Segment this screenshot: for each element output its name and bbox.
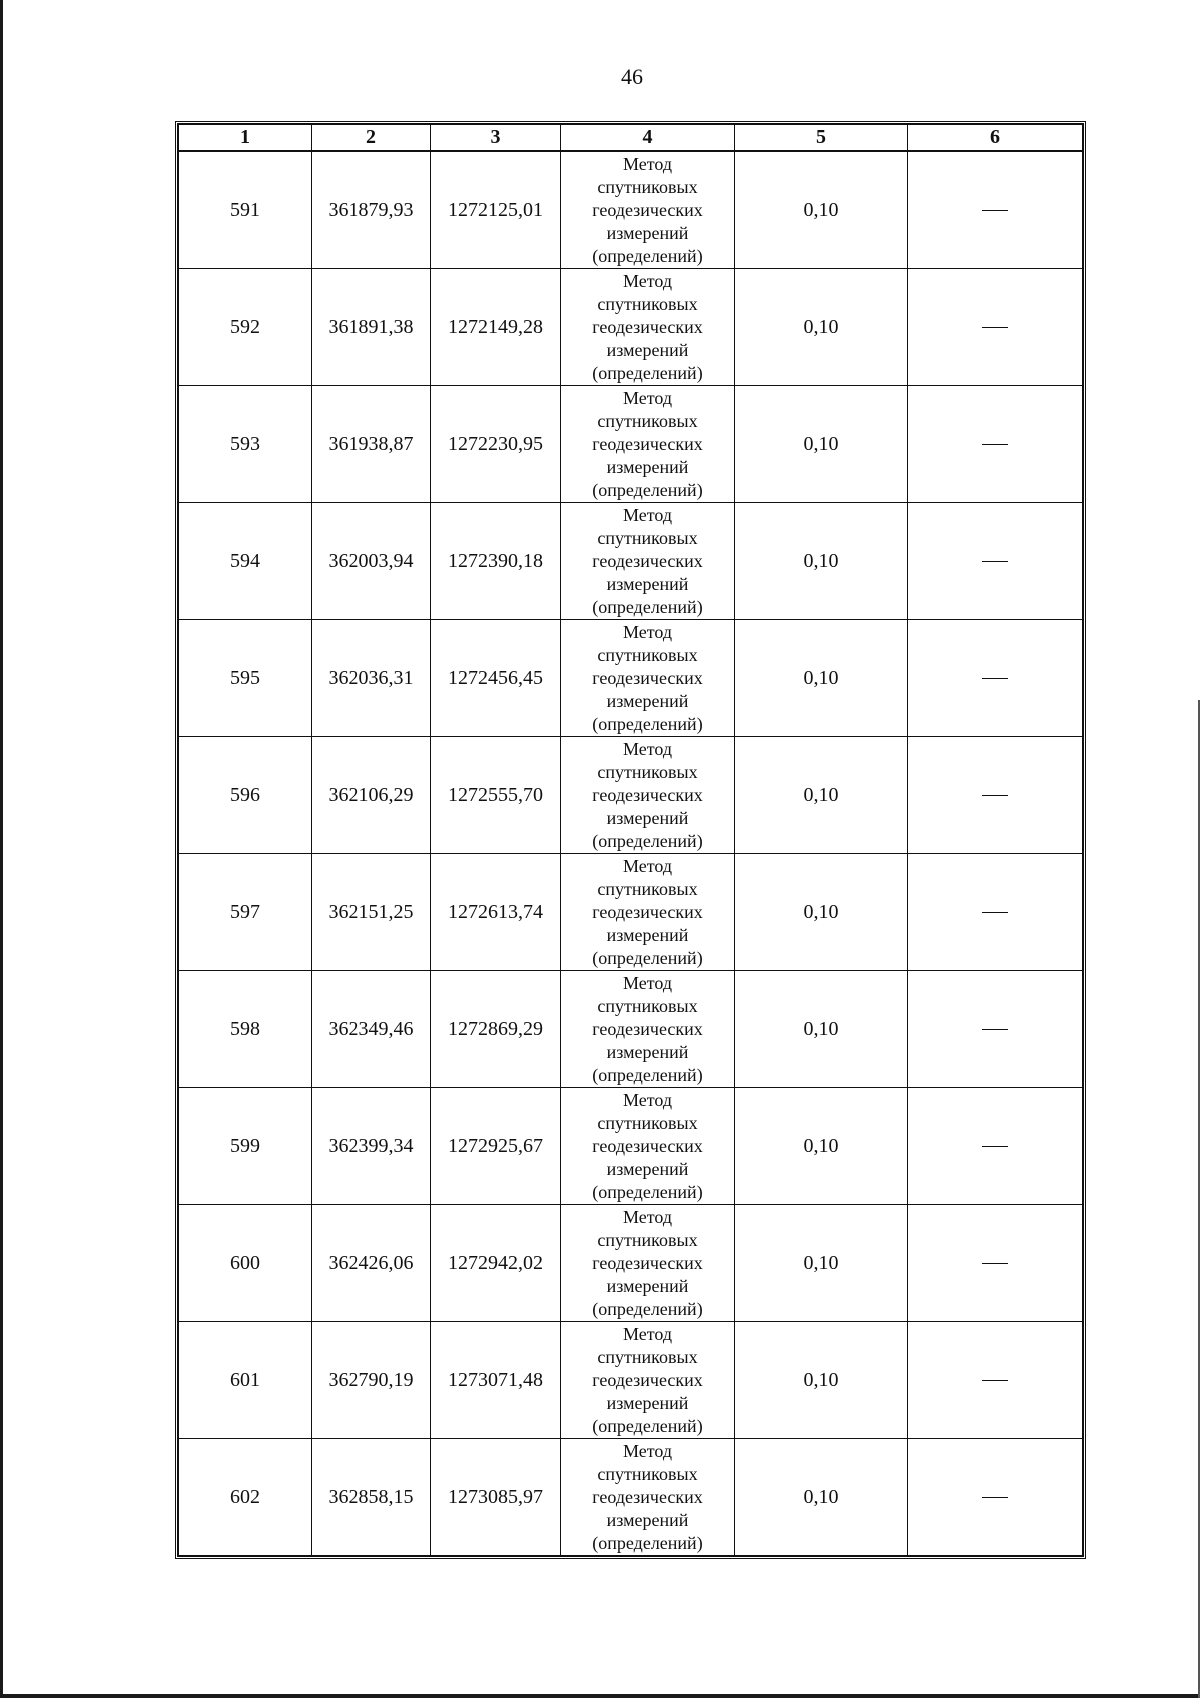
scan-border-left bbox=[0, 0, 3, 1698]
em-dash-mark bbox=[982, 561, 1008, 562]
x-coordinate-cell: 362151,25 bbox=[312, 854, 431, 971]
method-text-line: измерений bbox=[606, 456, 689, 477]
method-text-line: геодезических bbox=[592, 784, 703, 805]
note-cell bbox=[908, 503, 1083, 620]
em-dash-mark bbox=[982, 1380, 1008, 1381]
method-text-line: геодезических bbox=[592, 550, 703, 571]
table-row bbox=[179, 269, 1083, 386]
note-text bbox=[1008, 1018, 1009, 1019]
table-row bbox=[179, 151, 1083, 269]
table-row bbox=[179, 737, 1083, 854]
x-coordinate-cell: 362106,29 bbox=[312, 737, 431, 854]
note-text bbox=[1008, 667, 1009, 668]
method-text-line: (определений) bbox=[592, 596, 703, 617]
method-text-line: геодезических bbox=[592, 199, 703, 220]
table-row bbox=[179, 854, 1083, 971]
method-text-line: измерений bbox=[606, 339, 689, 360]
note-cell bbox=[908, 620, 1083, 737]
method-text-line: спутниковых bbox=[597, 176, 698, 197]
accuracy-cell: 0,10 bbox=[735, 971, 908, 1088]
method-cell bbox=[561, 854, 735, 971]
method-text-line: Метод bbox=[622, 1089, 673, 1110]
x-coordinate-cell: 361938,87 bbox=[312, 386, 431, 503]
x-coordinate-cell: 362790,19 bbox=[312, 1322, 431, 1439]
method-text-line: Метод bbox=[622, 153, 673, 174]
method-text-line: (определений) bbox=[592, 479, 703, 500]
table-row bbox=[179, 971, 1083, 1088]
note-cell bbox=[908, 737, 1083, 854]
x-coordinate-cell: 362003,94 bbox=[312, 503, 431, 620]
x-coordinate-cell: 362036,31 bbox=[312, 620, 431, 737]
method-text-line: геодезических bbox=[592, 1135, 703, 1156]
point-number-cell: 602 bbox=[179, 1439, 312, 1556]
em-dash-mark bbox=[982, 444, 1008, 445]
method-text-line: Метод bbox=[622, 738, 673, 759]
method-text-line: геодезических bbox=[592, 316, 703, 337]
x-coordinate-cell: 361891,38 bbox=[312, 269, 431, 386]
method-text-line: спутниковых bbox=[597, 293, 698, 314]
em-dash-mark bbox=[982, 912, 1008, 913]
table-body bbox=[179, 151, 1083, 1556]
point-number-cell: 593 bbox=[179, 386, 312, 503]
y-coordinate-cell: 1272390,18 bbox=[431, 503, 561, 620]
method-text-line: измерений bbox=[606, 807, 689, 828]
accuracy-cell: 0,10 bbox=[735, 269, 908, 386]
table-row bbox=[179, 1088, 1083, 1205]
point-number-cell: 592 bbox=[179, 269, 312, 386]
method-text-line: спутниковых bbox=[597, 995, 698, 1016]
x-coordinate-cell: 362349,46 bbox=[312, 971, 431, 1088]
method-text-line: спутниковых bbox=[597, 1346, 698, 1367]
y-coordinate-cell: 1272613,74 bbox=[431, 854, 561, 971]
method-text-line: Метод bbox=[622, 855, 673, 876]
method-cell bbox=[561, 1205, 735, 1322]
point-number-cell: 595 bbox=[179, 620, 312, 737]
note-text bbox=[1008, 433, 1009, 434]
note-cell bbox=[908, 386, 1083, 503]
accuracy-cell: 0,10 bbox=[735, 1439, 908, 1556]
accuracy-cell: 0,10 bbox=[735, 1322, 908, 1439]
note-text bbox=[1008, 784, 1009, 785]
em-dash-mark bbox=[982, 795, 1008, 796]
method-text-line: спутниковых bbox=[597, 1112, 698, 1133]
method-cell bbox=[561, 1322, 735, 1439]
method-text-line: спутниковых bbox=[597, 761, 698, 782]
x-coordinate-cell: 362399,34 bbox=[312, 1088, 431, 1205]
table-header-row bbox=[179, 125, 1083, 152]
method-text-line: спутниковых bbox=[597, 1229, 698, 1250]
method-text-line: спутниковых bbox=[597, 1463, 698, 1484]
point-number-cell: 598 bbox=[179, 971, 312, 1088]
method-text-line: измерений bbox=[606, 1158, 689, 1179]
method-cell bbox=[561, 503, 735, 620]
note-cell bbox=[908, 1205, 1083, 1322]
accuracy-cell: 0,10 bbox=[735, 151, 908, 269]
column-header-4: 4 bbox=[561, 125, 735, 152]
note-cell bbox=[908, 854, 1083, 971]
point-number-cell: 596 bbox=[179, 737, 312, 854]
em-dash-mark bbox=[982, 1263, 1008, 1264]
method-text-line: Метод bbox=[622, 1323, 673, 1344]
method-text-line: (определений) bbox=[592, 362, 703, 383]
em-dash-mark bbox=[982, 1029, 1008, 1030]
method-text-line: Метод bbox=[622, 1206, 673, 1227]
point-number-cell: 594 bbox=[179, 503, 312, 620]
table-row bbox=[179, 1205, 1083, 1322]
accuracy-cell: 0,10 bbox=[735, 1205, 908, 1322]
method-text-line: геодезических bbox=[592, 433, 703, 454]
note-cell bbox=[908, 1439, 1083, 1556]
y-coordinate-cell: 1272942,02 bbox=[431, 1205, 561, 1322]
table-row bbox=[179, 1322, 1083, 1439]
method-text-line: Метод bbox=[622, 270, 673, 291]
method-text-line: спутниковых bbox=[597, 644, 698, 665]
note-text bbox=[1008, 901, 1009, 902]
point-number-cell: 597 bbox=[179, 854, 312, 971]
method-text-line: (определений) bbox=[592, 245, 703, 266]
method-text-line: измерений bbox=[606, 573, 689, 594]
column-header-6: 6 bbox=[908, 125, 1083, 152]
y-coordinate-cell: 1272456,45 bbox=[431, 620, 561, 737]
method-text-line: (определений) bbox=[592, 947, 703, 968]
method-text-line: Метод bbox=[622, 504, 673, 525]
method-text-line: спутниковых bbox=[597, 410, 698, 431]
note-text bbox=[1008, 1369, 1009, 1370]
method-cell bbox=[561, 1439, 735, 1556]
method-text-line: геодезических bbox=[592, 901, 703, 922]
point-number-cell: 601 bbox=[179, 1322, 312, 1439]
method-text-line: (определений) bbox=[592, 1064, 703, 1085]
table-row bbox=[179, 503, 1083, 620]
note-text bbox=[1008, 1252, 1009, 1253]
column-header-2: 2 bbox=[312, 125, 431, 152]
note-cell bbox=[908, 1322, 1083, 1439]
accuracy-cell: 0,10 bbox=[735, 854, 908, 971]
method-text-line: (определений) bbox=[592, 830, 703, 851]
note-cell bbox=[908, 971, 1083, 1088]
note-text bbox=[1008, 316, 1009, 317]
accuracy-cell: 0,10 bbox=[735, 620, 908, 737]
x-coordinate-cell: 362426,06 bbox=[312, 1205, 431, 1322]
y-coordinate-cell: 1272925,67 bbox=[431, 1088, 561, 1205]
accuracy-cell: 0,10 bbox=[735, 503, 908, 620]
table-row bbox=[179, 1439, 1083, 1556]
em-dash-mark bbox=[982, 1497, 1008, 1498]
method-cell bbox=[561, 151, 735, 269]
y-coordinate-cell: 1272125,01 bbox=[431, 151, 561, 269]
method-cell bbox=[561, 1088, 735, 1205]
column-header-1: 1 bbox=[179, 125, 312, 152]
coordinates-table-frame bbox=[175, 121, 1086, 1559]
em-dash-mark bbox=[982, 678, 1008, 679]
method-cell bbox=[561, 737, 735, 854]
note-text bbox=[1008, 199, 1009, 200]
method-text-line: Метод bbox=[622, 387, 673, 408]
method-text-line: (определений) bbox=[592, 1298, 703, 1319]
point-number-cell: 599 bbox=[179, 1088, 312, 1205]
method-text-line: (определений) bbox=[592, 1532, 703, 1553]
column-header-5: 5 bbox=[735, 125, 908, 152]
method-text-line: Метод bbox=[622, 1440, 673, 1461]
y-coordinate-cell: 1272555,70 bbox=[431, 737, 561, 854]
method-cell bbox=[561, 620, 735, 737]
y-coordinate-cell: 1273071,48 bbox=[431, 1322, 561, 1439]
method-text-line: измерений bbox=[606, 1509, 689, 1530]
em-dash-mark bbox=[982, 1146, 1008, 1147]
method-cell bbox=[561, 971, 735, 1088]
method-text-line: Метод bbox=[622, 621, 673, 642]
accuracy-cell: 0,10 bbox=[735, 386, 908, 503]
method-text-line: измерений bbox=[606, 1392, 689, 1413]
y-coordinate-cell: 1273085,97 bbox=[431, 1439, 561, 1556]
table-row bbox=[179, 386, 1083, 503]
method-text-line: (определений) bbox=[592, 1181, 703, 1202]
table-row bbox=[179, 620, 1083, 737]
method-cell bbox=[561, 386, 735, 503]
coordinates-table bbox=[178, 124, 1083, 1556]
note-cell bbox=[908, 269, 1083, 386]
page-number: 46 bbox=[621, 64, 643, 89]
y-coordinate-cell: 1272149,28 bbox=[431, 269, 561, 386]
y-coordinate-cell: 1272230,95 bbox=[431, 386, 561, 503]
method-text-line: измерений bbox=[606, 222, 689, 243]
method-text-line: геодезических bbox=[592, 1369, 703, 1390]
method-text-line: (определений) bbox=[592, 713, 703, 734]
method-cell bbox=[561, 269, 735, 386]
method-text-line: измерений bbox=[606, 690, 689, 711]
em-dash-mark bbox=[982, 210, 1008, 211]
x-coordinate-cell: 361879,93 bbox=[312, 151, 431, 269]
note-text bbox=[1008, 1486, 1009, 1487]
column-header-3: 3 bbox=[431, 125, 561, 152]
method-text-line: геодезических bbox=[592, 1486, 703, 1507]
method-text-line: геодезических bbox=[592, 667, 703, 688]
accuracy-cell: 0,10 bbox=[735, 737, 908, 854]
method-text-line: измерений bbox=[606, 1275, 689, 1296]
em-dash-mark bbox=[982, 327, 1008, 328]
x-coordinate-cell: 362858,15 bbox=[312, 1439, 431, 1556]
method-text-line: измерений bbox=[606, 1041, 689, 1062]
method-text-line: спутниковых bbox=[597, 527, 698, 548]
note-cell bbox=[908, 1088, 1083, 1205]
method-text-line: геодезических bbox=[592, 1018, 703, 1039]
scan-border-bottom bbox=[0, 1694, 1200, 1698]
note-text bbox=[1008, 550, 1009, 551]
point-number-cell: 600 bbox=[179, 1205, 312, 1322]
accuracy-cell: 0,10 bbox=[735, 1088, 908, 1205]
note-text bbox=[1008, 1135, 1009, 1136]
method-text-line: Метод bbox=[622, 972, 673, 993]
method-text-line: спутниковых bbox=[597, 878, 698, 899]
y-coordinate-cell: 1272869,29 bbox=[431, 971, 561, 1088]
point-number-cell: 591 bbox=[179, 151, 312, 269]
note-cell bbox=[908, 151, 1083, 269]
method-text-line: геодезических bbox=[592, 1252, 703, 1273]
method-text-line: (определений) bbox=[592, 1415, 703, 1436]
method-text-line: измерений bbox=[606, 924, 689, 945]
